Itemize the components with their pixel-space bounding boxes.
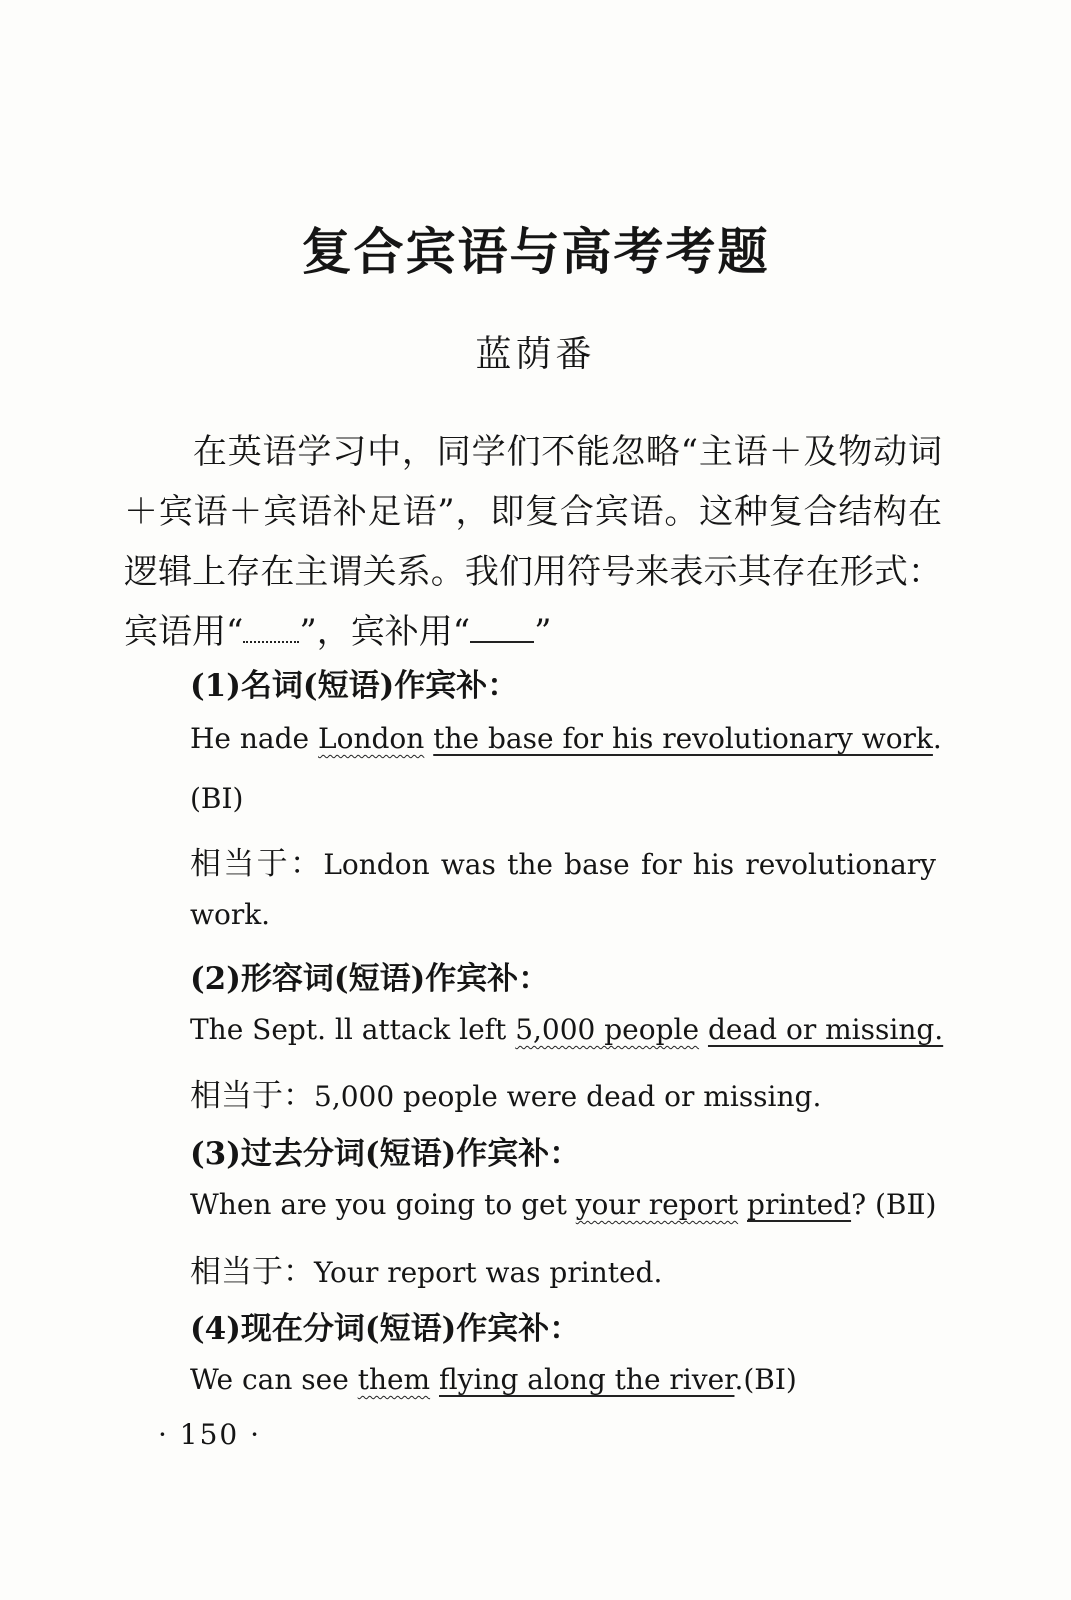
equivalent-sentence-1-cont: work. — [190, 898, 271, 931]
example-text: We can see — [190, 1363, 358, 1396]
equivalent-label: 相当于： — [190, 1078, 314, 1114]
space — [430, 1363, 439, 1396]
equivalent-sentence-1 — [190, 838, 936, 883]
complement-phrase: printed — [747, 1188, 852, 1221]
section-heading-3: (3)过去分词(短语)作宾补： — [190, 1136, 581, 1172]
object-symbol-wavy — [243, 619, 299, 643]
example-text: The Sept. ll attack left — [190, 1013, 516, 1046]
example-sentence-3 — [190, 1188, 936, 1221]
equivalent-sentence-3 — [190, 1246, 936, 1291]
intro-paragraph — [124, 422, 942, 662]
complement-symbol-line — [470, 619, 534, 643]
example-text: When are you going to get — [190, 1188, 576, 1221]
space — [738, 1188, 747, 1221]
section-heading-1: (1)名词(短语)作宾补： — [190, 668, 519, 704]
intro-text-1: 在英语学习中，同学们不能忽略“主语＋及物动词＋宾语＋宾语补足语”，即复合宾语。这种复合结构在逻辑上存在主谓关系。我们用符号来表示其存在形式：宾语用“ — [124, 432, 942, 652]
equivalent-label: 相当于： — [190, 1254, 314, 1290]
intro-text-3: ” — [534, 612, 552, 652]
example-sentence-2 — [190, 1013, 944, 1046]
exam-tag-1: (BⅠ) — [190, 782, 244, 815]
space — [424, 722, 433, 755]
space — [699, 1013, 708, 1046]
example-end: .(BⅠ) — [734, 1363, 797, 1396]
object-phrase: London — [318, 722, 425, 755]
example-text: He nade — [190, 722, 319, 755]
page-number: · 150 · — [158, 1418, 262, 1451]
object-phrase: your report — [575, 1188, 739, 1221]
equivalent-label: 相当于： — [190, 846, 324, 882]
equivalent-text: 5,000 people were dead or missing. — [314, 1080, 822, 1113]
object-phrase: them — [357, 1363, 431, 1396]
example-end: . — [932, 722, 942, 755]
section-heading-4: (4)现在分词(短语)作宾补： — [190, 1311, 581, 1347]
complement-phrase: the base for his revolutionary work — [433, 722, 933, 755]
intro-text-2: ”，宾补用“ — [299, 612, 471, 652]
author-name: 蓝荫番 — [475, 334, 596, 375]
object-phrase: 5,000 people — [515, 1013, 700, 1046]
complement-phrase: flying along the river — [439, 1363, 735, 1396]
example-sentence-1 — [190, 722, 942, 755]
section-heading-2: (2)形容词(短语)作宾补： — [190, 961, 550, 997]
example-sentence-4 — [190, 1363, 936, 1396]
article-title: 复合宾语与高考考题 — [301, 222, 770, 281]
equivalent-text: London was the base for his revolutionary — [323, 848, 936, 881]
complement-phrase: dead or missing. — [707, 1013, 944, 1046]
equivalent-text: Your report was printed. — [314, 1256, 663, 1289]
equivalent-sentence-2 — [190, 1070, 936, 1115]
example-end: ? (BⅡ) — [851, 1188, 937, 1221]
